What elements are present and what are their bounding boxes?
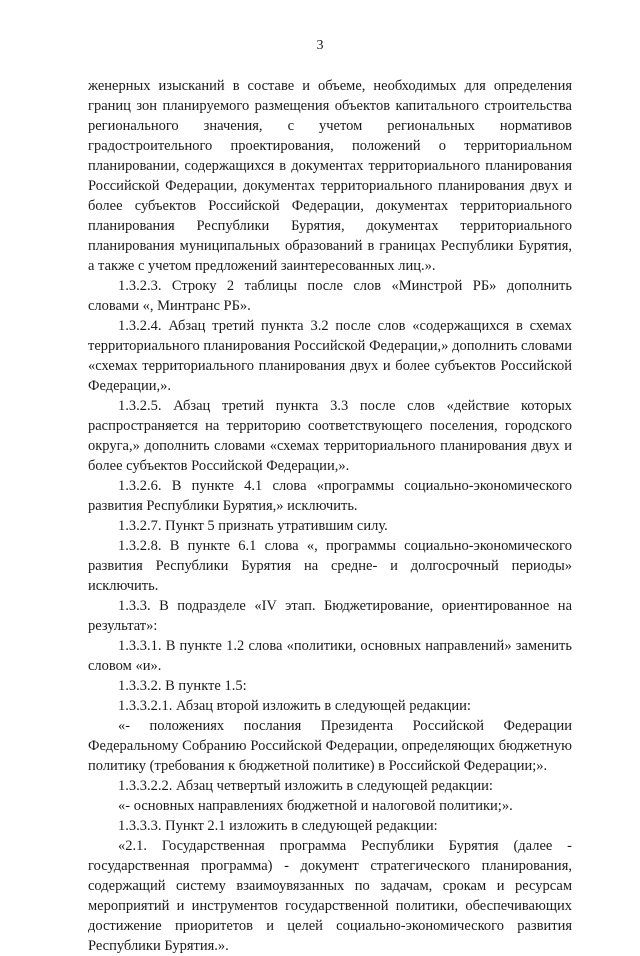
paragraph: 1.3.3.2. В пункте 1.5: [118,678,247,694]
paragraph: 1.3.3.2.1. Абзац второй изложить в следующей редакции: [118,698,471,714]
page-number: 3 [316,38,324,53]
paragraph: 1.3.3.3. Пункт 2.1 изложить в следующей редакции: [118,818,438,834]
paragraph: 1.3.2.7. Пункт 5 признать утратившим силу. [118,518,388,534]
paragraph: 1.3.3. В подразделе «IV этап. Бюджетирование, ориентированное на результат»: [88,598,572,634]
document-body [88,76,572,956]
paragraph: 1.3.3.1. В пункте 1.2 слова «политики, основных направлений» заменить словом «и». [88,638,572,674]
paragraph: 1.3.2.6. В пункте 4.1 слова «программы социально-экономического развития Республики Бурятия,» исключить. [88,478,572,514]
paragraph: «2.1. Государственная программа Республики Бурятия (далее - государственная программа) - документ стратегического планирования, содержащий систему взаимоувязанных по задачам, срокам и ресурсам мероприятий и инструментов государственной политики, обеспечивающих достижение приоритетов и целей социально-экономического развития Республики Бурятия.». [88,838,572,954]
paragraph: 1.3.2.5. Абзац третий пункта 3.3 после слов «действие которых распространяется на территорию соответствующего поселения, городского округа,» дополнить словами «схемах территориального планирования двух и более субъектов Российской Федерации,». [88,398,572,474]
paragraph: женерных изысканий в составе и объеме, необходимых для определения границ зон планируемого размещения объектов капитального строительства регионального значения, с учетом региональных нормативов градостроительного проектирования, положений о территориальном планировании, содержащихся в документах территориального планирования Российской Федерации, документах территориального планирования двух и более субъектов Российской Федерации, документах территориального планирования Республики Бурятия, документах территориального планирования муниципальных образований в границах Республики Бурятия, а также с учетом предложений заинтересованных лиц.». [88,78,572,274]
paragraph: «- положениях послания Президента Российской Федерации Федеральному Собранию Российской Федерации, определяющих бюджетную политику (требования к бюджетной политике) в Российской Федерации;». [88,718,572,774]
paragraph: 1.3.3.2.2. Абзац четвертый изложить в следующей редакции: [118,778,493,794]
paragraph: 1.3.2.8. В пункте 6.1 слова «, программы социально-экономического развития Республики Бурятия на средне- и долгосрочный периоды» исключить. [88,538,572,594]
paragraph: «- основных направлениях бюджетной и налоговой политики;». [118,798,513,814]
paragraph: 1.3.2.4. Абзац третий пункта 3.2 после слов «содержащихся в схемах территориального планирования Российской Федерации,» дополнить словами «схемах территориального планирования двух и более субъектов Российской Федерации,». [88,318,572,394]
paragraph: 1.3.2.3. Строку 2 таблицы после слов «Минстрой РБ» дополнить словами «, Минтранс РБ». [88,278,572,314]
